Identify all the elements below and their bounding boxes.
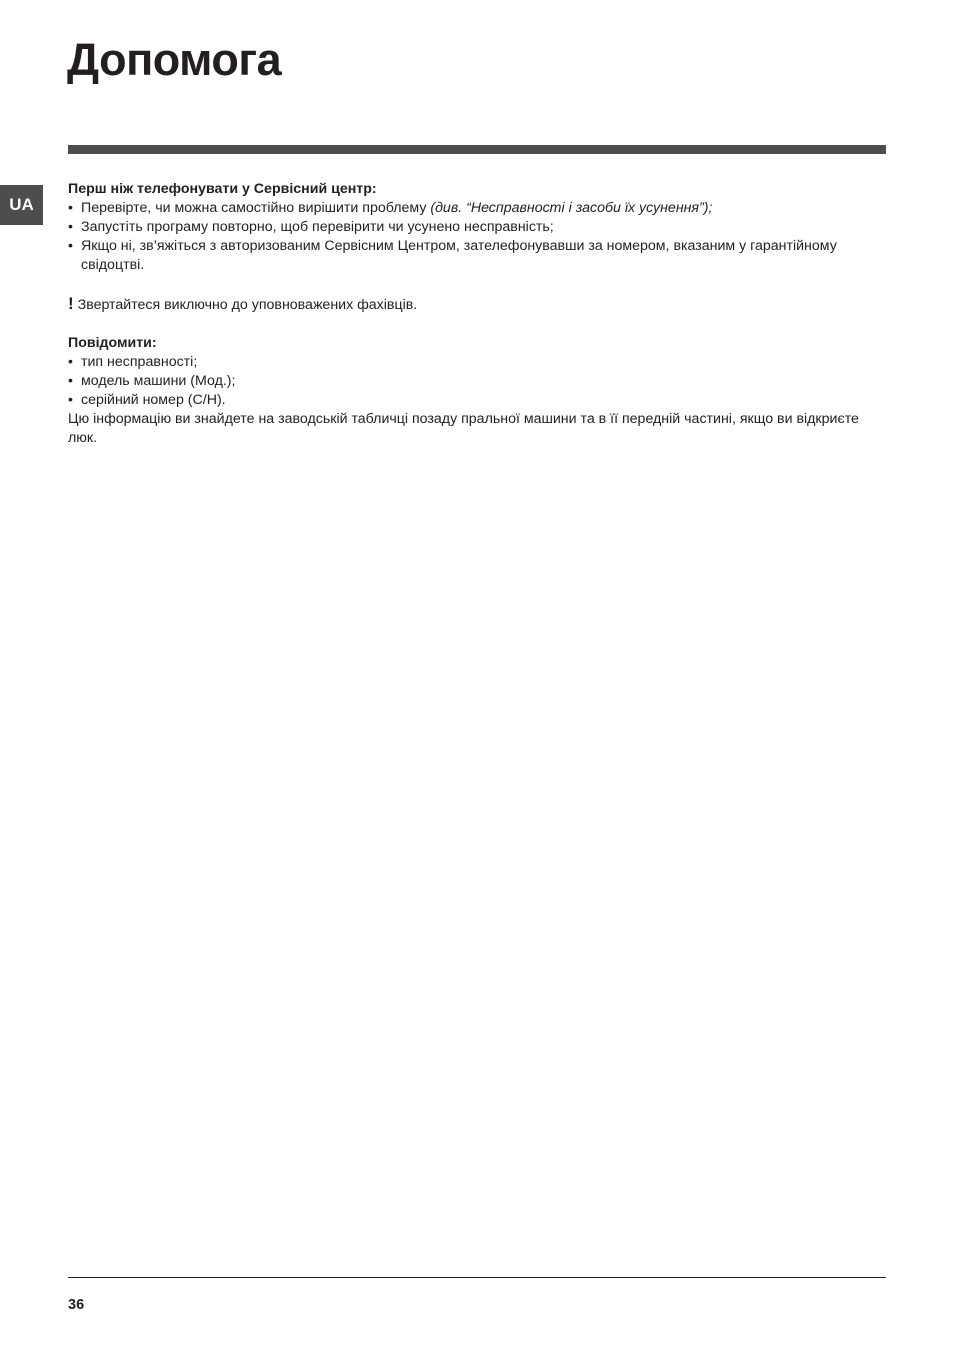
list-item: [68, 237, 868, 275]
bullet-icon: •: [68, 238, 73, 254]
list-item: [68, 353, 868, 372]
title-divider: [68, 145, 886, 154]
list-item: [68, 199, 868, 218]
bullet-icon: •: [68, 392, 73, 408]
bullet-icon: •: [68, 219, 73, 235]
warning-icon: !: [68, 294, 74, 313]
footer-divider: [68, 1277, 886, 1278]
warning-text: Звертайтеся виключно до уповноважених фахівців.: [77, 297, 418, 313]
list-item-text: серійний номер (С/Н).: [81, 392, 226, 408]
list-item: [68, 218, 868, 237]
warning-note: [68, 294, 868, 315]
language-tab: UA: [0, 185, 43, 225]
list-item-text: Якщо ні, зв’яжіться з авторизованим Сервісним Центром, зателефонувавши за номером, вказаним у гарантійному свідоцтві.: [81, 238, 837, 273]
report-section: [68, 334, 868, 448]
bullet-icon: •: [68, 373, 73, 389]
list-item-text: Запустіть програму повторно, щоб перевірити чи усунено несправність;: [81, 219, 554, 235]
list-item-text: Перевірте, чи можна самостійно вирішити проблему: [81, 200, 431, 216]
list-item-text: тип несправності;: [81, 354, 198, 370]
before-calling-heading: Перш ніж телефонувати у Сервісний центр:: [68, 181, 377, 197]
list-item: [68, 372, 868, 391]
page-title: Допомога: [67, 34, 282, 85]
before-calling-list: [68, 199, 868, 275]
list-item-reference: (див. “Несправності і засоби їх усунення”);: [430, 200, 713, 216]
page-number: 36: [68, 1297, 85, 1313]
help-content: [68, 180, 868, 448]
rating-plate-note: Цю інформацію ви знайдете на заводській табличці позаду пральної машини та в її передній частині, якщо ви відкриєте люк.: [68, 411, 859, 446]
bullet-icon: •: [68, 354, 73, 370]
report-list: [68, 353, 868, 410]
list-item: [68, 391, 868, 410]
report-heading: Повідомити:: [68, 335, 157, 351]
list-item-text: модель машини (Мод.);: [81, 373, 236, 389]
bullet-icon: •: [68, 200, 73, 216]
